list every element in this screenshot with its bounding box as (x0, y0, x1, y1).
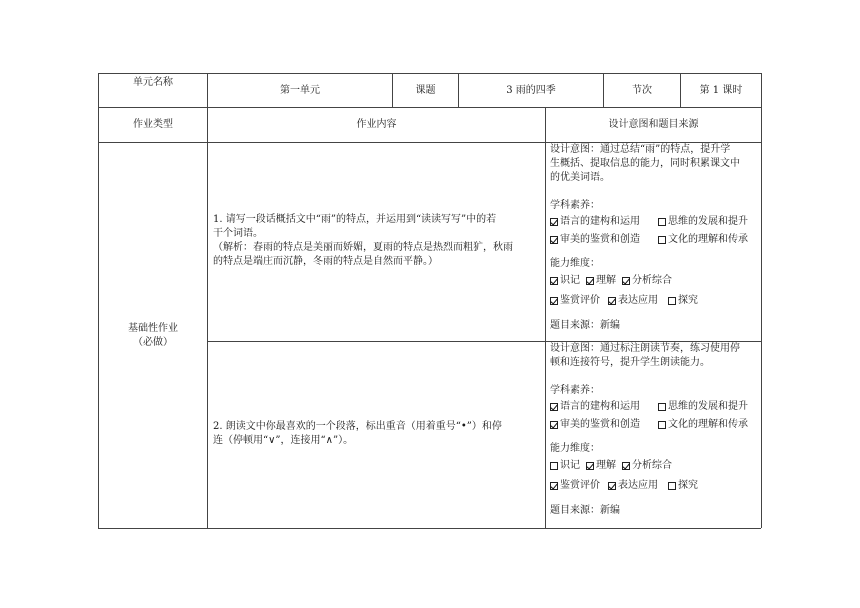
checkbox-checked-icon (550, 421, 558, 429)
ability-option[interactable]: 探究 (668, 294, 698, 308)
checkbox-checked-icon (550, 297, 558, 305)
ability-option[interactable]: 分析综合 (622, 274, 672, 288)
content-line: 1. 请写一段话概括文中“雨”的特点，并运用到“读读写写”中的若 (213, 214, 497, 225)
literacy-option[interactable]: 审美的鉴赏和创造 (550, 418, 658, 432)
column-header-content: 作业内容 (356, 119, 397, 130)
literacy-option[interactable]: 语言的建构和运用 (550, 400, 658, 414)
checkbox-empty-icon (668, 482, 676, 490)
category-note: （必做） (133, 336, 173, 348)
source-value: 新编 (600, 320, 620, 331)
design-intent-line: 生概括、提取信息的能力，同时积累课文中 (550, 158, 740, 169)
literacy-label: 学科素养： (550, 385, 600, 396)
checkbox-checked-icon (608, 482, 616, 490)
literacy-option[interactable]: 思维的发展和提升 (658, 400, 748, 414)
checkbox-empty-icon (658, 218, 666, 226)
ability-option[interactable]: 识记 (550, 274, 586, 288)
task-2-content (213, 420, 543, 448)
literacy-label: 学科素养： (550, 200, 600, 211)
ability-option[interactable]: 理解 (586, 459, 622, 473)
checkbox-empty-icon (658, 236, 666, 244)
literacy-option[interactable]: 文化的理解和传承 (658, 418, 748, 432)
content-line: 2. 朗读文中你最喜欢的一个段落，标出重音（用着重号“•”）和停 (213, 421, 502, 432)
period-label: 节次 (632, 84, 652, 96)
category-name: 基础性作业 (128, 322, 178, 334)
column-header-design: 设计意图和题目来源 (608, 119, 699, 130)
literacy-option[interactable]: 思维的发展和提升 (658, 215, 748, 229)
checkbox-empty-icon (658, 403, 666, 411)
checkbox-checked-icon (608, 297, 616, 305)
lesson-value: 3 雨的四季 (506, 84, 556, 96)
content-line: 干个词语。 (213, 228, 263, 239)
literacy-option[interactable]: 语言的建构和运用 (550, 215, 658, 229)
ability-option[interactable]: 鉴赏评价 (550, 294, 608, 308)
column-header-type: 作业类型 (133, 119, 173, 130)
design-intent-line: 设计意图：通过总结“雨”的特点，提升学 (550, 144, 731, 155)
task-2-design (550, 342, 760, 518)
literacy-option[interactable]: 审美的鉴赏和创造 (550, 233, 658, 247)
checkbox-empty-icon (658, 421, 666, 429)
source-line: 题目来源：新编 (550, 505, 620, 516)
checkbox-checked-icon (550, 218, 558, 226)
ability-option[interactable]: 表达应用 (608, 294, 668, 308)
checkbox-checked-icon (586, 462, 594, 470)
ability-option[interactable]: 分析综合 (622, 459, 672, 473)
source-line: 题目来源：新编 (550, 320, 620, 331)
content-line: 连（停顿用“∨”，连接用“∧”）。 (213, 435, 354, 446)
ability-label: 能力维度： (550, 258, 600, 269)
checkbox-checked-icon (586, 277, 594, 285)
checkbox-checked-icon (550, 277, 558, 285)
task-1-content (213, 213, 543, 269)
checkbox-empty-icon (550, 462, 558, 470)
ability-option[interactable]: 表达应用 (608, 479, 668, 493)
checkbox-empty-icon (668, 297, 676, 305)
ability-option[interactable]: 识记 (550, 459, 586, 473)
checkbox-checked-icon (550, 482, 558, 490)
ability-option[interactable]: 探究 (668, 479, 698, 493)
design-intent-line: 顿和连接符号，提升学生朗读能力。 (550, 357, 710, 368)
task-1-design (550, 143, 760, 333)
content-line: 的特点是端庄而沉静，冬雨的特点是自然而平静。） (213, 256, 438, 267)
content-line: （解析：春雨的特点是美丽而娇媚，夏雨的特点是热烈而粗犷，秋雨 (213, 242, 513, 253)
checkbox-checked-icon (622, 462, 630, 470)
lesson-label: 课题 (415, 84, 436, 96)
category-cell (99, 143, 207, 528)
checkbox-checked-icon (550, 403, 558, 411)
design-intent-line: 的优美词语。 (550, 172, 610, 183)
ability-option[interactable]: 理解 (586, 274, 622, 288)
ability-option[interactable]: 鉴赏评价 (550, 479, 608, 493)
period-value: 第 1 课时 (699, 84, 743, 96)
unit-label: 单元名称 (133, 77, 173, 88)
checkbox-checked-icon (550, 236, 558, 244)
ability-label: 能力维度： (550, 443, 600, 454)
checkbox-checked-icon (622, 277, 630, 285)
unit-value: 第一单元 (280, 84, 320, 96)
literacy-option[interactable]: 文化的理解和传承 (658, 233, 748, 247)
design-intent-line: 设计意图：通过标注朗读节奏，练习使用停 (550, 343, 740, 354)
source-value: 新编 (600, 505, 620, 516)
